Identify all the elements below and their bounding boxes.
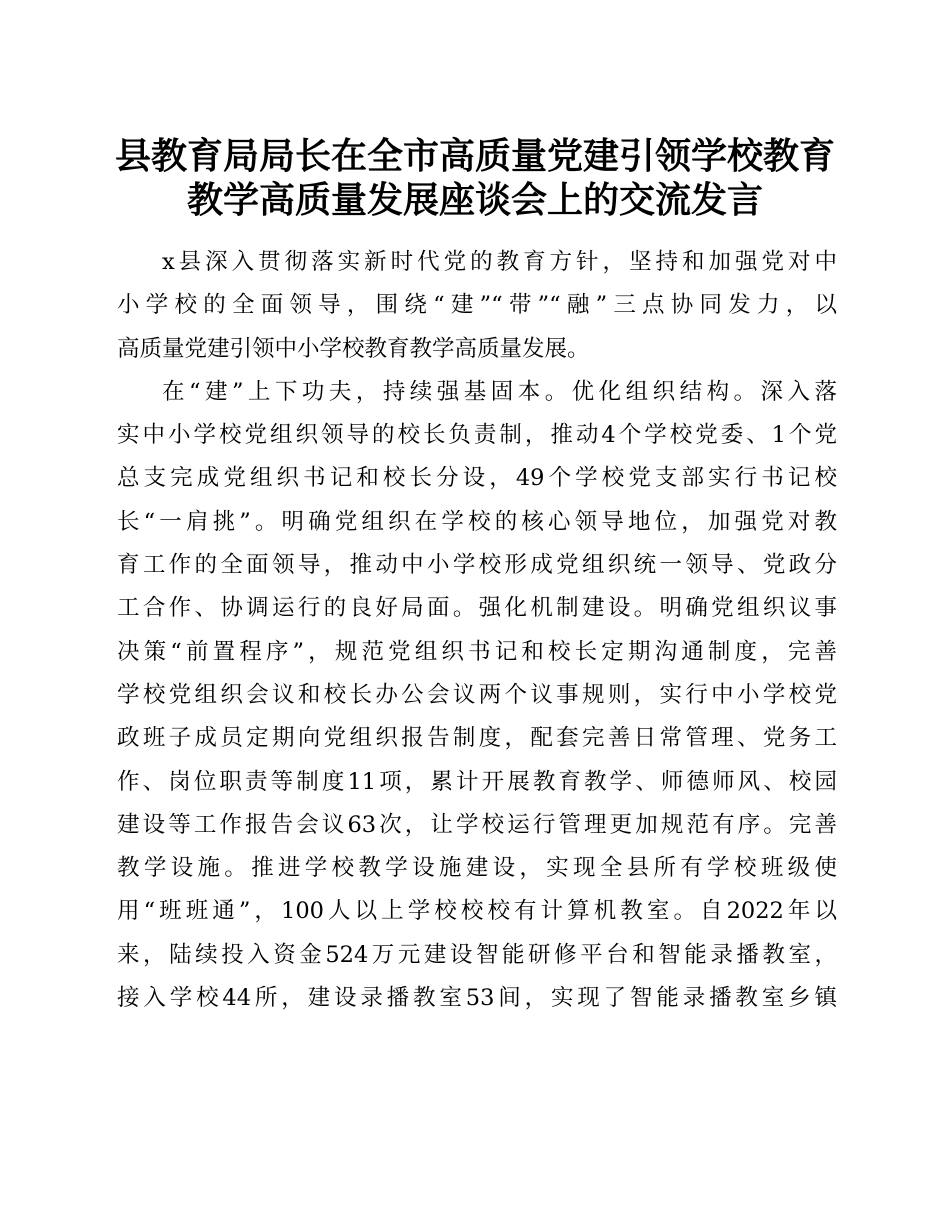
body-line: 高质量党建引领中小学校教育教学高质量发展。 bbox=[117, 335, 590, 362]
body-line: 学校党组织会议和校长办公会议两个议事规则，实行中小学校党 bbox=[117, 681, 837, 708]
body-line: x县深入贯彻落实新时代党的教育方针，坚持和加强党对中 bbox=[162, 249, 837, 275]
body-line: 小学校的全面领导，围绕“建”“带”“融”三点协同发力，以 bbox=[117, 292, 837, 319]
body-line: 工合作、协调运行的良好局面。强化机制建设。明确党组织议事 bbox=[117, 595, 837, 622]
body-line: 实中小学校党组织领导的校长负责制，推动4个学校党委、1个党 bbox=[117, 422, 837, 449]
body-line: 在“建”上下功夫，持续强基固本。优化组织结构。深入落 bbox=[162, 378, 837, 405]
body-line: 教学设施。推进学校教学设施建设，实现全县所有学校班级使 bbox=[117, 855, 837, 882]
body-line: 育工作的全面领导，推动中小学校形成党组织统一领导、党政分 bbox=[117, 552, 837, 579]
body-line: 长“一肩挑”。明确党组织在学校的核心领导地位，加强党对教 bbox=[117, 508, 837, 535]
body-line: 用“班班通”，100人以上学校校校有计算机教室。自2022年以 bbox=[117, 898, 837, 925]
document-body bbox=[117, 241, 837, 1020]
body-line: 来，陆续投入资金524万元建设智能研修平台和智能录播教室， bbox=[117, 941, 837, 968]
body-line: 作、岗位职责等制度11项，累计开展教育教学、师德师风、校园 bbox=[117, 768, 837, 795]
document-title-line-1: 县教育局局长在全市高质量党建引领学校教育 bbox=[114, 135, 835, 177]
body-line: 政班子成员定期向党组织报告制度，配套完善日常管理、党务工 bbox=[117, 725, 837, 752]
body-line: 决策“前置程序”，规范党组织书记和校长定期沟通制度，完善 bbox=[117, 638, 837, 665]
document-title-line-2: 教学高质量发展座谈会上的交流发言 bbox=[186, 179, 763, 221]
body-line: 建设等工作报告会议63次，让学校运行管理更加规范有序。完善 bbox=[117, 811, 837, 838]
body-line: 接入学校44所，建设录播教室53间，实现了智能录播教室乡镇 bbox=[117, 985, 837, 1012]
body-line: 总支完成党组织书记和校长分设，49个学校党支部实行书记校 bbox=[117, 465, 837, 492]
